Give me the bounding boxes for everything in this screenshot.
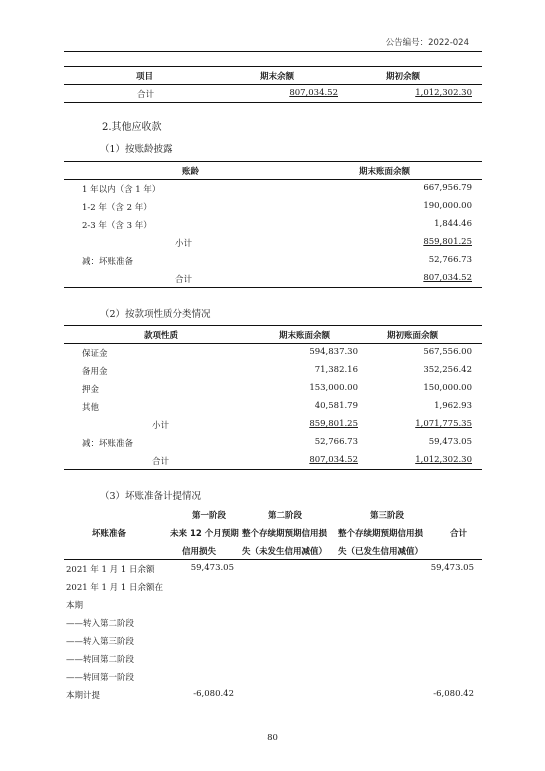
nature-table (64, 325, 482, 469)
col-header-item: 项目 (136, 72, 154, 82)
col-header-end: 期末余额 (260, 72, 295, 82)
summary-table (64, 66, 482, 102)
table-row: 减：坏账准备 52,766.73 (82, 255, 472, 267)
table-row: 2-3 年（含 3 年） 1,844.46 (82, 219, 472, 231)
table-row: ——转回第二阶段 (66, 655, 135, 665)
table-row: 1-2 年（含 2 年） 190,000.00 (82, 201, 472, 213)
table-row: ——转入第二阶段 (66, 619, 135, 629)
col-header-end-balance: 期末账面余额 (359, 167, 411, 177)
table-row: ——转回第一阶段 (66, 673, 135, 683)
col-header-stage1: 第一阶段 (192, 511, 227, 521)
bad-debt-table: 坏账准备 第一阶段 未来 12 个月预期 信用损失 第二阶段 整个存续期预期信用损 失（未发生信用减值） 第三阶段 整个存续期预期信用损 失（已发生信用减值） 合计 2021 年 1 月 1 日余额 59,473.05 59,473.05 2021 年 1 月 1 日余额在 本期 ——转入第二阶段 ——转入第三阶段 ——转回第二阶段 ——转回第一阶段 本期计提 -6,080.42 -6,080.42 (64, 505, 482, 705)
col-header-provision: 坏账准备 (92, 529, 127, 539)
announcement-number: 公告编号：2022-024 (385, 38, 469, 48)
table-row: 小计 859,801.25 1,071,775.35 (152, 419, 472, 431)
col-header-begin: 期初余额 (386, 72, 421, 82)
table-row: 合计 807,034.52 1,012,302.30 (152, 455, 472, 467)
table-row: 备用金 71,382.16 352,256.42 (82, 365, 472, 377)
table-row: 本期 (66, 601, 84, 611)
table-row: 合计 807,034.52 1,012,302.30 (137, 88, 472, 100)
subsection-title: （2）按款项性质分类情况 (100, 309, 211, 320)
table-row: ——转入第三阶段 (66, 637, 135, 647)
subsection-title: （3）坏账准备计提情况 (100, 491, 202, 502)
table-row: 小计 859,801.25 (175, 237, 472, 249)
section-title: 2.其他应收款 (102, 122, 162, 133)
table-row: 减：坏账准备 52,766.73 59,473.05 (82, 437, 472, 449)
table-row: 1 年以内（含 1 年） 667,956.79 (82, 183, 472, 195)
table-row: 保证金 594,837.30 567,556.00 (82, 347, 472, 359)
col-header-nature: 款项性质 (144, 331, 179, 341)
table-row: 2021 年 1 月 1 日余额 59,473.05 59,473.05 (66, 563, 474, 575)
table-row: 押金 153,000.00 150,000.00 (82, 383, 472, 395)
table-row: 合计 807,034.52 (175, 273, 472, 285)
page-number: 80 (267, 733, 278, 743)
table-row: 本期计提 -6,080.42 -6,080.42 (66, 689, 474, 701)
col-header-begin-balance: 期初账面余额 (387, 331, 439, 341)
col-header-stage2: 第二阶段 (268, 511, 303, 521)
header-rule (64, 51, 482, 52)
col-header-end-balance: 期末账面余额 (279, 331, 331, 341)
table-row: 其他 40,581.79 1,962.93 (82, 401, 472, 413)
subsection-title: （1）按账龄披露 (100, 144, 173, 155)
table-row: 2021 年 1 月 1 日余额在 (66, 583, 163, 593)
col-header-stage3: 第三阶段 (370, 511, 405, 521)
col-header-total: 合计 (450, 529, 468, 539)
aging-table (64, 161, 482, 287)
col-header-aging: 账龄 (182, 167, 200, 177)
